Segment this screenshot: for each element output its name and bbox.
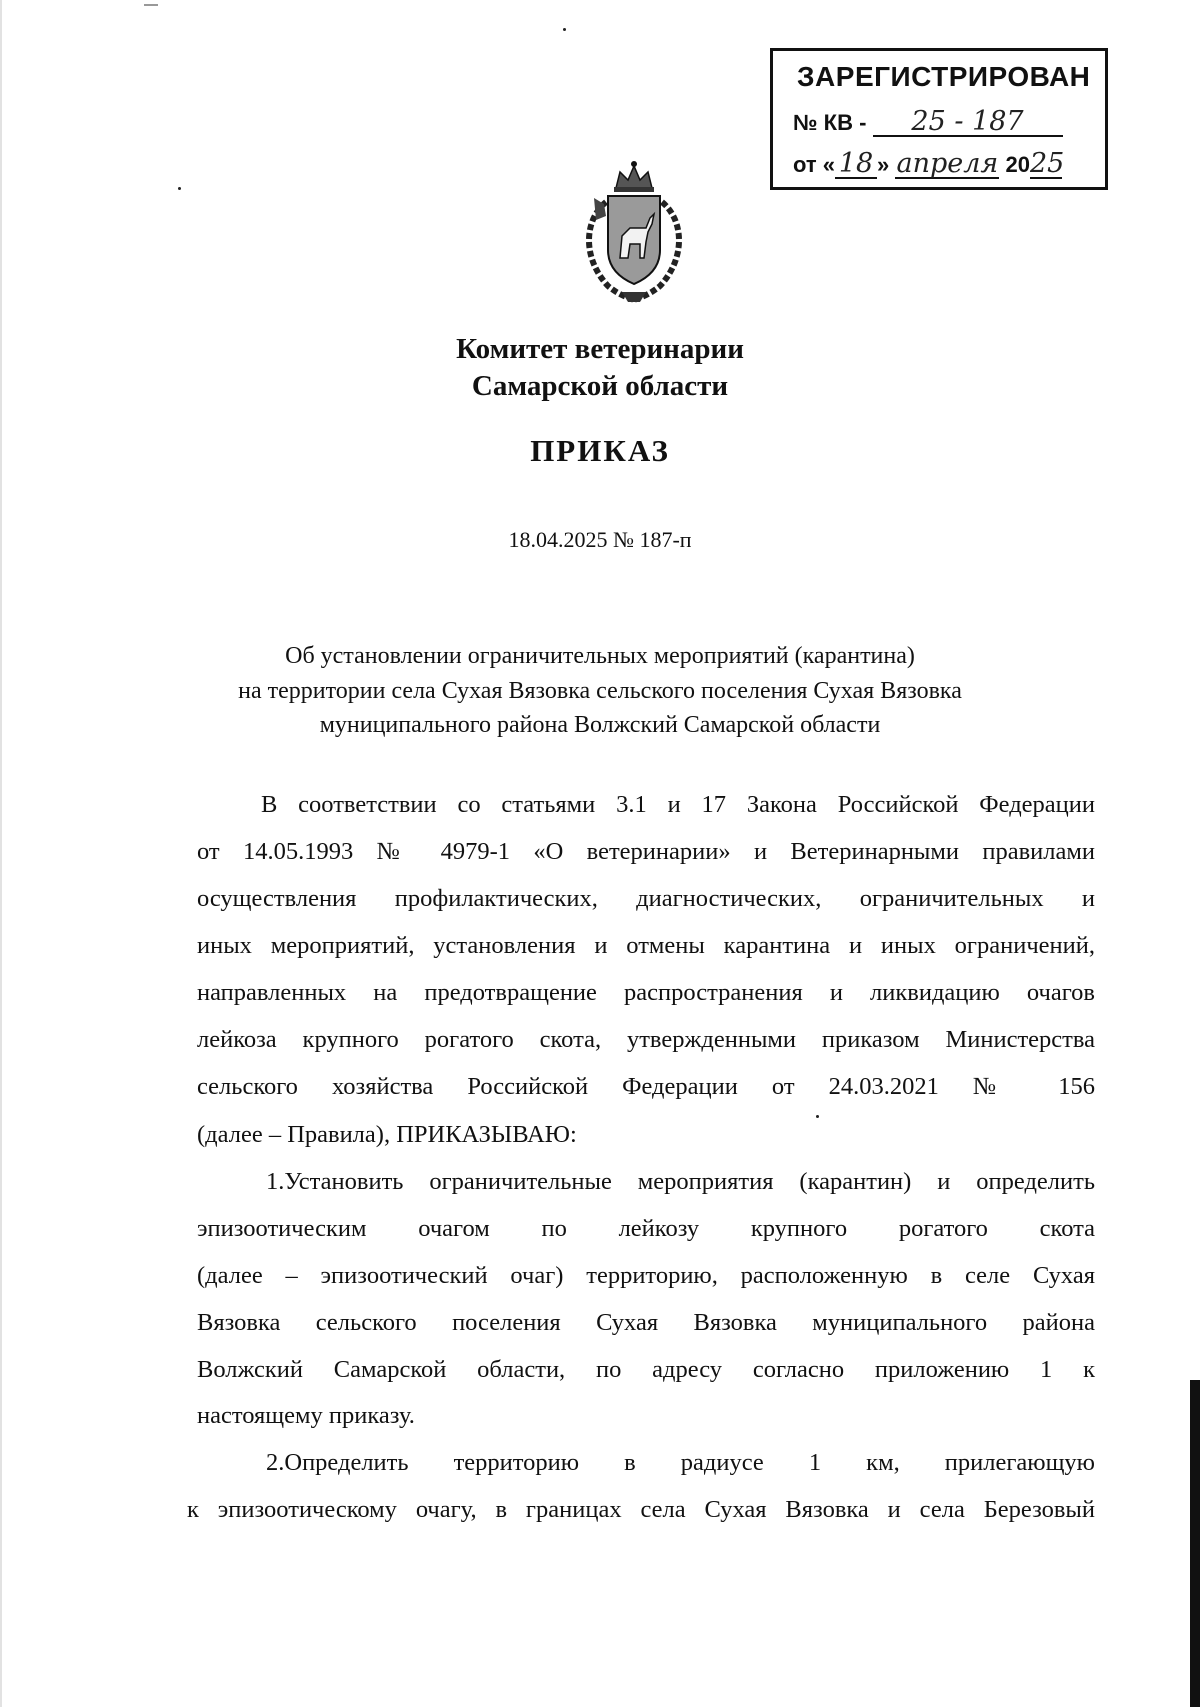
- body-line: (далее – эпизоотический очаг) территорию, расположенную в селе Сухая: [197, 1262, 1095, 1289]
- body-line: 2.Определить территорию в радиусе 1 км, прилегающую: [266, 1449, 1095, 1476]
- scan-speck: [178, 187, 181, 190]
- stamp-title: ЗАРЕГИСТРИРОВАН: [797, 61, 1091, 92]
- registration-stamp: [770, 48, 1108, 190]
- body-line: (далее – Правила), ПРИКАЗЫВАЮ:: [197, 1121, 577, 1148]
- body-line: иных мероприятий, установления и отмены карантина и иных ограничений,: [197, 932, 1095, 959]
- body-line: к эпизоотическому очагу, в границах села Сухая Вязовка и села Березовый: [187, 1496, 1095, 1523]
- body-line: лейкоза крупного рогатого скота, утвержденными приказом Министерства: [197, 1026, 1095, 1053]
- stamp-date-year: 25: [1030, 148, 1065, 179]
- stamp-number-prefix: № КВ -: [793, 110, 867, 135]
- scan-edge-right: [1190, 1380, 1200, 1707]
- stamp-date-prefix: от «: [793, 152, 836, 177]
- body-line: 1.Установить ограничительные мероприятия (карантин) и определить: [266, 1168, 1095, 1195]
- subject-line: Об установлении ограничительных мероприятий (карантина): [285, 643, 915, 669]
- stamp-date-year-prefix: 20: [1005, 152, 1030, 177]
- org-name-line1: Комитет ветеринарии: [456, 333, 744, 365]
- body-line: Вязовка сельского поселения Сухая Вязовка муниципального района: [197, 1309, 1095, 1336]
- stamp-date-month: апреля: [896, 148, 999, 179]
- org-name-line2: Самарской области: [471, 370, 729, 402]
- body-line: сельского хозяйства Российской Федерации от 24.03.2021 № 156: [197, 1073, 1095, 1100]
- stamp-date-day: 18: [835, 151, 877, 179]
- body-line: Волжский Самарской области, по адресу согласно приложению 1 к: [197, 1356, 1095, 1383]
- scan-edge-left: [0, 0, 2, 1707]
- body-line: В соответствии со статьями 3.1 и 17 Закона Российской Федерации: [261, 791, 1095, 818]
- subject-line: муниципального района Волжский Самарской области: [319, 712, 881, 738]
- stamp-date-row: [793, 148, 1065, 179]
- stamp-number-handwritten: 25 - 187: [873, 109, 1063, 137]
- scan-speck: [563, 28, 566, 31]
- samara-coat-of-arms-icon: [572, 158, 696, 304]
- scan-speck: [816, 1115, 819, 1118]
- document-date-number: 18.04.2025 № 187-п: [508, 527, 692, 552]
- body-line: эпизоотическим очагом по лейкозу крупного рогатого скота: [197, 1215, 1095, 1242]
- body-line: осуществления профилактических, диагностических, ограничительных и: [197, 885, 1095, 912]
- body-line: от 14.05.1993 № 4979-1 «О ветеринарии» и Ветеринарными правилами: [197, 838, 1095, 865]
- scan-mark: [144, 4, 158, 6]
- body-line: направленных на предотвращение распространения и ликвидацию очагов: [197, 979, 1095, 1006]
- body-line: настоящему приказу.: [197, 1402, 415, 1429]
- stamp-number-row: [793, 106, 1063, 137]
- document-type-title: ПРИКАЗ: [530, 433, 670, 468]
- subject-line: на территории села Сухая Вязовка сельского поселения Сухая Вязовка: [238, 678, 962, 704]
- stamp-date-mid: »: [877, 152, 890, 177]
